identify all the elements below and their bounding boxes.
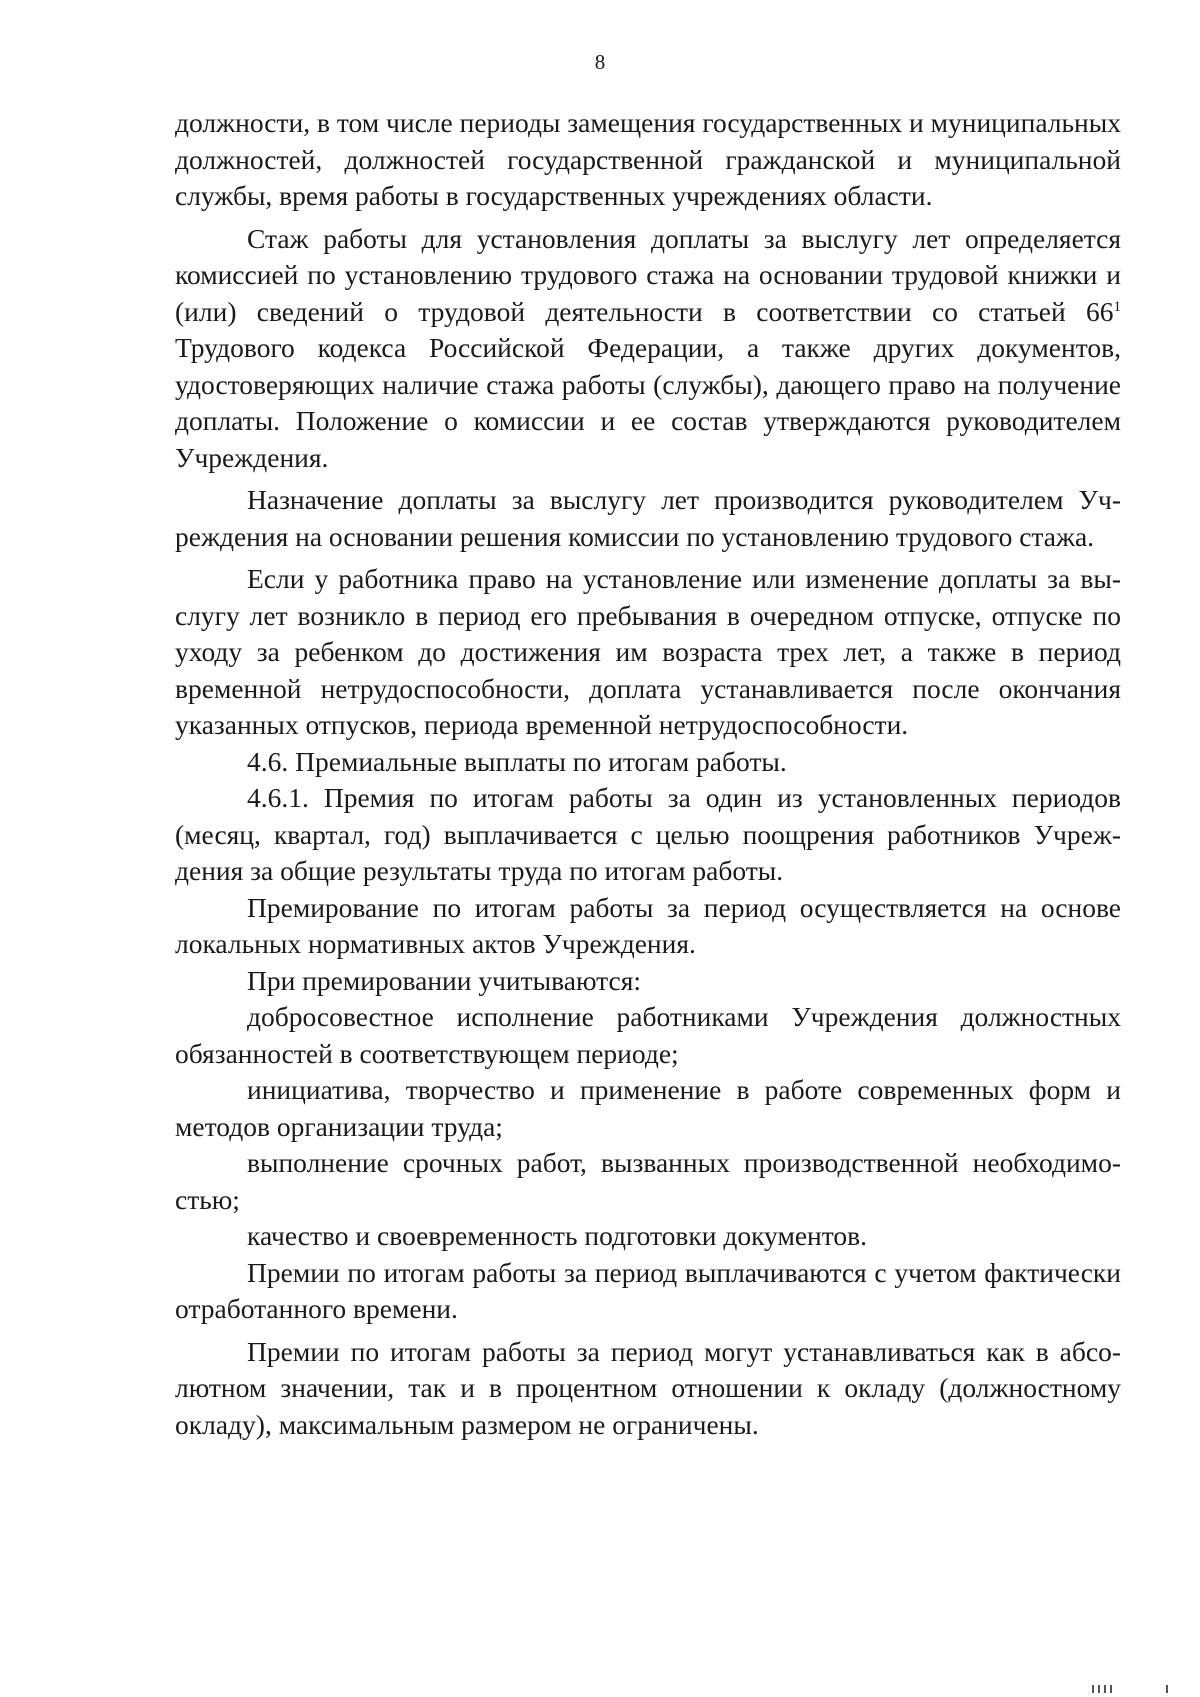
criteria-item-urgent-work: выполнение срочных работ, вызванных производственной необходимостью; xyxy=(175,1147,1121,1215)
paragraph-bonus-basis: Премирование по итогам работы за период осуществляется на основе локальных нормативных актов Учреждения. xyxy=(175,891,1121,959)
paragraph-bonus-appointment: Назначение доплаты за выслугу лет производится руководителем Учреждения на основании решения комиссии по установлению трудового стажа. xyxy=(175,484,1121,552)
paragraph-4-6-1: 4.6.1. Премия по итогам работы за один из установленных периодов (месяц, квартал, год) выплачивается с целью поощрения работников Учреждения за общие результаты труда по итогам работы. xyxy=(175,782,1121,886)
criteria-item-initiative: инициатива, творчество и применение в работе современных форм и методов организации труда; xyxy=(175,1074,1121,1142)
scan-barcode-mark xyxy=(1090,1685,1170,1693)
paragraph-actual-time: Премии по итогам работы за период выплачиваются с учетом фактически отработанного времени. xyxy=(175,1256,1121,1324)
paragraph-service-periods: должности, в том числе периоды замещения государственных и муниципальных должностей, должностей государственной гражданской и муниципальной службы, время работы в государственных учреждениях области. xyxy=(175,107,1121,211)
article-superscript: 1 xyxy=(1113,298,1121,315)
paragraph-bonus-criteria-intro: При премировании учитываются: xyxy=(247,964,641,996)
document-body xyxy=(175,105,1121,1443)
paragraph-bonus-amount: Премии по итогам работы за период могут устанавливаться как в абсолютном значении, так и в процентном отношении к окладу (должностному окладу), максимальным размером не ограничены. xyxy=(175,1335,1121,1440)
paragraph-seniority-commission xyxy=(175,221,1121,477)
paragraph-seniority-text-end: Трудового кодекса Российской Федерации, а также других документов, удостоверяющих наличие стажа работы (службы), дающего право на получение доплаты. Положение о комиссии и ее состав утверждаются руководителем Учреждения. xyxy=(175,332,1121,473)
section-heading-4-6: 4.6. Премиальные выплаты по итогам работы. xyxy=(247,745,787,777)
criteria-item-diligence: добросовестное исполнение работниками Учреждения должностных обязанностей в соответствующем периоде; xyxy=(175,1001,1121,1069)
page-number: 8 xyxy=(594,50,606,74)
criteria-item-document-quality: качество и своевременность подготовки документов. xyxy=(247,1220,868,1251)
paragraph-leave-conditions: Если у работника право на установление или изменение доплаты за выслугу лет возникло в период его пребывания в очередном отпуске, отпуске по уходу за ребенком до достижения им возраста трех лет, а также в период временной нетрудоспособности, доплата устанавливается после окончания указанных отпусков, периода временной нетрудоспособности. xyxy=(175,563,1121,740)
paragraph-seniority-text-start: Стаж работы для установления доплаты за выслугу лет определяется комиссией по установлению трудового стажа на основании трудовой книжки и (или) сведений о трудовой деятельности в соответствии со статьей 66 xyxy=(175,222,1121,327)
